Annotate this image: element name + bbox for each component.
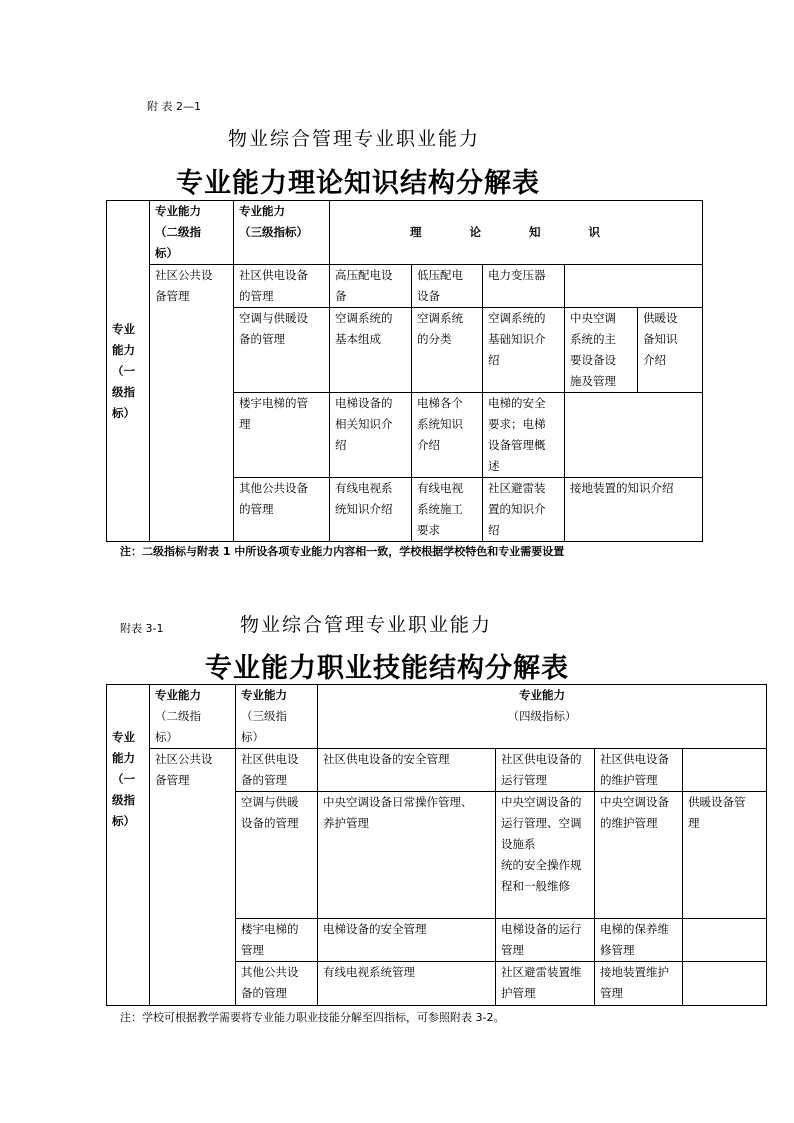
table-row-level3: 其他公共设 备的管理 — [236, 962, 318, 1006]
footnote-1: 注：二级指标与附表 1 中所设各项专业能力内容相一致，学校根据学校特色和专业需要设置 — [120, 545, 565, 558]
knowledge-cell — [565, 265, 703, 308]
table-row-level3: 楼宇电梯的 管理 — [236, 919, 318, 962]
skill-cell: 电梯的保养维 修管理 — [595, 919, 683, 962]
section-heading-2: 物业综合管理专业职业能力 — [240, 614, 493, 636]
skill-cell: 中央空调设备的 运行管理、空调 设施系 统的安全操作规 程和一般维修 — [496, 792, 595, 919]
level4-header — [318, 685, 767, 749]
knowledge-cell: 有线电视系 统知识介绍 — [330, 478, 412, 542]
skill-cell: 电梯设备的安全管理 — [318, 919, 496, 962]
skill-cell — [683, 749, 767, 792]
knowledge-cell: 供暖设 备知识 介绍 — [638, 308, 703, 393]
skill-cell: 中央空调设备日常操作管理、 养护管理 — [318, 792, 496, 919]
page-title-1: 专业能力理论知识结构分解表 — [176, 168, 540, 199]
skill-cell — [683, 919, 767, 962]
table-row-level3: 楼宇电梯的管 理 — [234, 393, 330, 478]
level4-header-rest: （四级指标） — [507, 709, 577, 723]
level2-header — [150, 685, 236, 749]
level2-header: 专业能力 （二级指 标） — [150, 201, 234, 265]
page-title-2: 专业能力职业技能结构分解表 — [205, 653, 569, 684]
knowledge-cell: 接地装置的知识介绍 — [565, 478, 703, 542]
level4-header-bold: 专业能力 — [519, 688, 565, 702]
skill-cell: 接地装置维护 管理 — [595, 962, 683, 1006]
level3-header: 专业能力 （三级指标） — [234, 201, 330, 265]
skill-cell: 有线电视系统管理 — [318, 962, 496, 1006]
level2-header-rest: （二级指 标） — [155, 709, 201, 744]
knowledge-header: 理 论 知 识 — [330, 201, 703, 265]
skill-cell — [683, 962, 767, 1006]
level1-indicator-cell: 专业 能力 （一 级指 标） — [107, 685, 150, 1006]
level2-value-cell: 社区公共设 备管理 — [150, 265, 234, 542]
knowledge-cell — [565, 393, 703, 478]
knowledge-cell: 有线电视 系统施工 要求 — [412, 478, 483, 542]
knowledge-cell: 中央空调 系统的主 要设备设 施及管理 — [565, 308, 638, 393]
vocational-skill-table — [106, 684, 767, 1006]
knowledge-cell: 低压配电 设备 — [412, 265, 483, 308]
knowledge-cell: 电梯设备的 相关知识介 绍 — [330, 393, 412, 478]
skill-cell: 社区供电设备 的维护管理 — [595, 749, 683, 792]
skill-cell: 供暖设备管 理 — [683, 792, 767, 919]
level3-header — [236, 685, 318, 749]
level2-value-cell: 社区公共设 备管理 — [150, 749, 236, 1006]
skill-cell: 社区供电设备的安全管理 — [318, 749, 496, 792]
table-row-level3: 空调与供暖设 备的管理 — [234, 308, 330, 393]
table-row-level3: 其他公共设备 的管理 — [234, 478, 330, 542]
skill-cell: 社区避雷装置维 护管理 — [496, 962, 595, 1006]
theory-knowledge-table — [106, 200, 703, 542]
level3-header-bold: 专业能力 — [241, 688, 287, 702]
table-row-level3: 社区供电设 备的管理 — [236, 749, 318, 792]
footnote-2: 注：学校可根据教学需要将专业能力职业技能分解至四指标，可参照附表 3-2。 — [120, 1011, 505, 1024]
table-row-level3: 社区供电设备 的管理 — [234, 265, 330, 308]
skill-cell: 中央空调设备 的维护管理 — [595, 792, 683, 919]
table-row-level3: 空调与供暖 设备的管理 — [236, 792, 318, 919]
knowledge-cell: 社区避雷装 置的知识介 绍 — [483, 478, 565, 542]
knowledge-cell: 电力变压器 — [483, 265, 565, 308]
level1-indicator-cell: 专业 能力 （一 级指 标） — [107, 201, 150, 542]
knowledge-cell: 电梯各个 系统知识 介绍 — [412, 393, 483, 478]
appendix-label-3-1: 附表 3-1 — [120, 622, 164, 635]
knowledge-cell: 空调系统的 基本组成 — [330, 308, 412, 393]
level2-header-bold: 专业能力 — [155, 688, 201, 702]
appendix-label-2-1: 附 表 2—1 — [147, 100, 201, 113]
knowledge-cell: 空调系统的 基础知识介 绍 — [483, 308, 565, 393]
knowledge-cell: 空调系统 的分类 — [412, 308, 483, 393]
skill-cell: 电梯设备的运行 管理 — [496, 919, 595, 962]
skill-cell: 社区供电设备的 运行管理 — [496, 749, 595, 792]
section-heading-1: 物业综合管理专业职业能力 — [228, 128, 481, 150]
level3-header-rest: （三级指 标） — [241, 709, 287, 744]
knowledge-cell: 高压配电设 备 — [330, 265, 412, 308]
knowledge-cell: 电梯的安全 要求；电梯 设备管理概 述 — [483, 393, 565, 478]
